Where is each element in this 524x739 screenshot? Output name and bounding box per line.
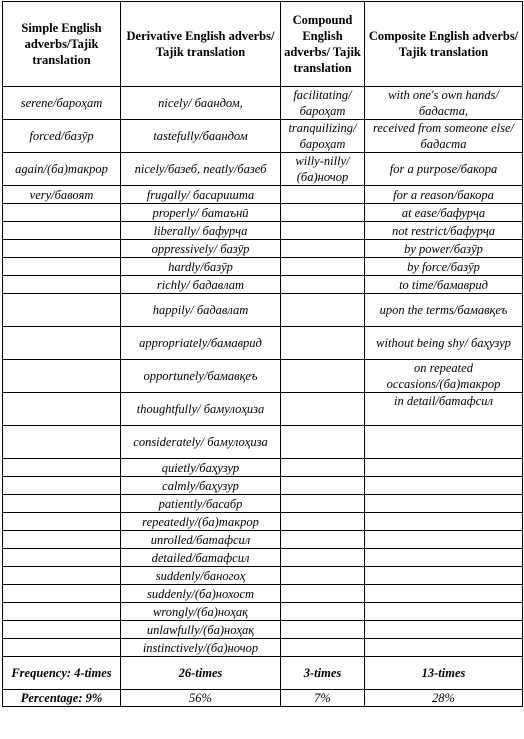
composite-cell: upon the terms/бамавқеъ (365, 294, 523, 327)
table-row (3, 393, 523, 426)
frequency-label: Frequency: 4-times (3, 657, 121, 690)
composite-cell (365, 495, 523, 513)
percentage-compound: 7% (281, 690, 365, 707)
derivative-cell: appropriately/бамаврид (121, 327, 281, 360)
simple-cell (3, 360, 121, 393)
table-row (3, 240, 523, 258)
compound-cell (281, 531, 365, 549)
compound-cell (281, 459, 365, 477)
composite-cell: received from someone else/бадаста (365, 120, 523, 153)
compound-cell: facilitating/ бароҳат (281, 87, 365, 120)
derivative-cell: suddenly/(ба)нохост (121, 585, 281, 603)
simple-cell (3, 567, 121, 585)
composite-cell (365, 567, 523, 585)
composite-cell (365, 513, 523, 531)
derivative-cell: nicely/ баандом, (121, 87, 281, 120)
simple-cell (3, 639, 121, 657)
compound-cell (281, 276, 365, 294)
derivative-cell: tastefully/баандом (121, 120, 281, 153)
simple-cell (3, 276, 121, 294)
table-row (3, 477, 523, 495)
compound-cell (281, 426, 365, 459)
composite-cell: without being shy/ баҳузур (365, 327, 523, 360)
composite-cell: to time/бамаврид (365, 276, 523, 294)
composite-cell: at ease/бафурҷа (365, 204, 523, 222)
composite-cell: in detail/батафсил (365, 393, 523, 426)
simple-cell (3, 240, 121, 258)
derivative-cell: detailed/батафсил (121, 549, 281, 567)
table-row (3, 459, 523, 477)
compound-cell (281, 603, 365, 621)
percentage-row (3, 690, 523, 707)
simple-cell (3, 258, 121, 276)
simple-cell (3, 513, 121, 531)
table-row (3, 327, 523, 360)
derivative-cell: considerately/ бамулоҳиза (121, 426, 281, 459)
derivative-cell: suddenly/баногоҳ (121, 567, 281, 585)
compound-cell (281, 549, 365, 567)
compound-cell (281, 495, 365, 513)
composite-cell: for a reason/бакора (365, 186, 523, 204)
table-row (3, 513, 523, 531)
compound-cell (281, 294, 365, 327)
derivative-cell: patiently/басабр (121, 495, 281, 513)
simple-cell (3, 531, 121, 549)
derivative-cell: calmly/баҳузур (121, 477, 281, 495)
table-row (3, 222, 523, 240)
compound-cell: tranquilizing/ бароҳат (281, 120, 365, 153)
header-composite: Composite English adverbs/ Tajik translation (365, 2, 523, 87)
table-row (3, 549, 523, 567)
simple-cell (3, 459, 121, 477)
table-row (3, 204, 523, 222)
compound-cell (281, 327, 365, 360)
derivative-cell: unlawfully/(ба)ноҳақ (121, 621, 281, 639)
simple-cell: serene/бароҳат (3, 87, 121, 120)
header-compound: Compound English adverbs/ Tajik translation (281, 2, 365, 87)
percentage-composite: 28% (365, 690, 523, 707)
compound-cell (281, 639, 365, 657)
frequency-composite: 13-times (365, 657, 523, 690)
compound-cell (281, 567, 365, 585)
derivative-cell: liberally/ бафурҷа (121, 222, 281, 240)
table-row (3, 426, 523, 459)
simple-cell (3, 294, 121, 327)
table-row (3, 87, 523, 120)
composite-cell (365, 459, 523, 477)
simple-cell: forced/базӯр (3, 120, 121, 153)
compound-cell (281, 222, 365, 240)
derivative-cell: nicely/базеб, neatly/базеб (121, 153, 281, 186)
table-row (3, 186, 523, 204)
compound-cell (281, 621, 365, 639)
composite-cell: by force/базӯр (365, 258, 523, 276)
frequency-compound: 3-times (281, 657, 365, 690)
simple-cell: very/бавоят (3, 186, 121, 204)
frequency-row (3, 657, 523, 690)
derivative-cell: properly/ батаънӣ (121, 204, 281, 222)
composite-cell: with one's own hands/ бадаста, (365, 87, 523, 120)
derivative-cell: quietly/баҳузур (121, 459, 281, 477)
table-row (3, 531, 523, 549)
percentage-derivative: 56% (121, 690, 281, 707)
compound-cell (281, 513, 365, 531)
composite-cell (365, 531, 523, 549)
compound-cell (281, 393, 365, 426)
percentage-label: Percentage: 9% (3, 690, 121, 707)
simple-cell (3, 603, 121, 621)
compound-cell (281, 204, 365, 222)
table-row (3, 294, 523, 327)
compound-cell (281, 360, 365, 393)
table-row (3, 120, 523, 153)
composite-cell (365, 549, 523, 567)
composite-cell: on repeated occasions/(ба)такрор (365, 360, 523, 393)
simple-cell (3, 222, 121, 240)
simple-cell (3, 477, 121, 495)
table-row (3, 639, 523, 657)
composite-cell: for a purpose/бакора (365, 153, 523, 186)
composite-cell (365, 621, 523, 639)
derivative-cell: unrolled/батафсил (121, 531, 281, 549)
derivative-cell: frugally/ басаришта (121, 186, 281, 204)
simple-cell (3, 327, 121, 360)
compound-cell (281, 258, 365, 276)
derivative-cell: repeatedly/(ба)такрор (121, 513, 281, 531)
table-row (3, 567, 523, 585)
table-row (3, 153, 523, 186)
simple-cell (3, 204, 121, 222)
table-row (3, 360, 523, 393)
derivative-cell: thoughtfully/ бамулоҳиза (121, 393, 281, 426)
simple-cell (3, 621, 121, 639)
frequency-derivative: 26-times (121, 657, 281, 690)
simple-cell (3, 549, 121, 567)
header-simple: Simple English adverbs/Tajik translation (3, 2, 121, 87)
derivative-cell: wrongly/(ба)ноҳақ (121, 603, 281, 621)
table-row (3, 495, 523, 513)
compound-cell (281, 477, 365, 495)
derivative-cell: hardly/базӯр (121, 258, 281, 276)
table-row (3, 585, 523, 603)
composite-cell: by power/базӯр (365, 240, 523, 258)
header-row (3, 2, 523, 87)
composite-cell (365, 603, 523, 621)
derivative-cell: richly/ бадавлат (121, 276, 281, 294)
derivative-cell: oppressively/ базӯр (121, 240, 281, 258)
derivative-cell: happily/ бадавлат (121, 294, 281, 327)
table-row (3, 621, 523, 639)
simple-cell: again/(ба)такрор (3, 153, 121, 186)
simple-cell (3, 393, 121, 426)
compound-cell: willy-nilly/ (ба)ночор (281, 153, 365, 186)
compound-cell (281, 585, 365, 603)
composite-cell (365, 585, 523, 603)
composite-cell (365, 426, 523, 459)
table-row (3, 276, 523, 294)
table-row (3, 603, 523, 621)
adverbs-table (2, 1, 523, 707)
simple-cell (3, 585, 121, 603)
simple-cell (3, 426, 121, 459)
derivative-cell: opportunely/бамавқеъ (121, 360, 281, 393)
composite-cell (365, 639, 523, 657)
compound-cell (281, 186, 365, 204)
compound-cell (281, 240, 365, 258)
table-row (3, 258, 523, 276)
simple-cell (3, 495, 121, 513)
header-derivative: Derivative English adverbs/ Tajik translation (121, 2, 281, 87)
composite-cell: not restrict/бафурҷа (365, 222, 523, 240)
composite-cell (365, 477, 523, 495)
derivative-cell: instinctively/(ба)ночор (121, 639, 281, 657)
